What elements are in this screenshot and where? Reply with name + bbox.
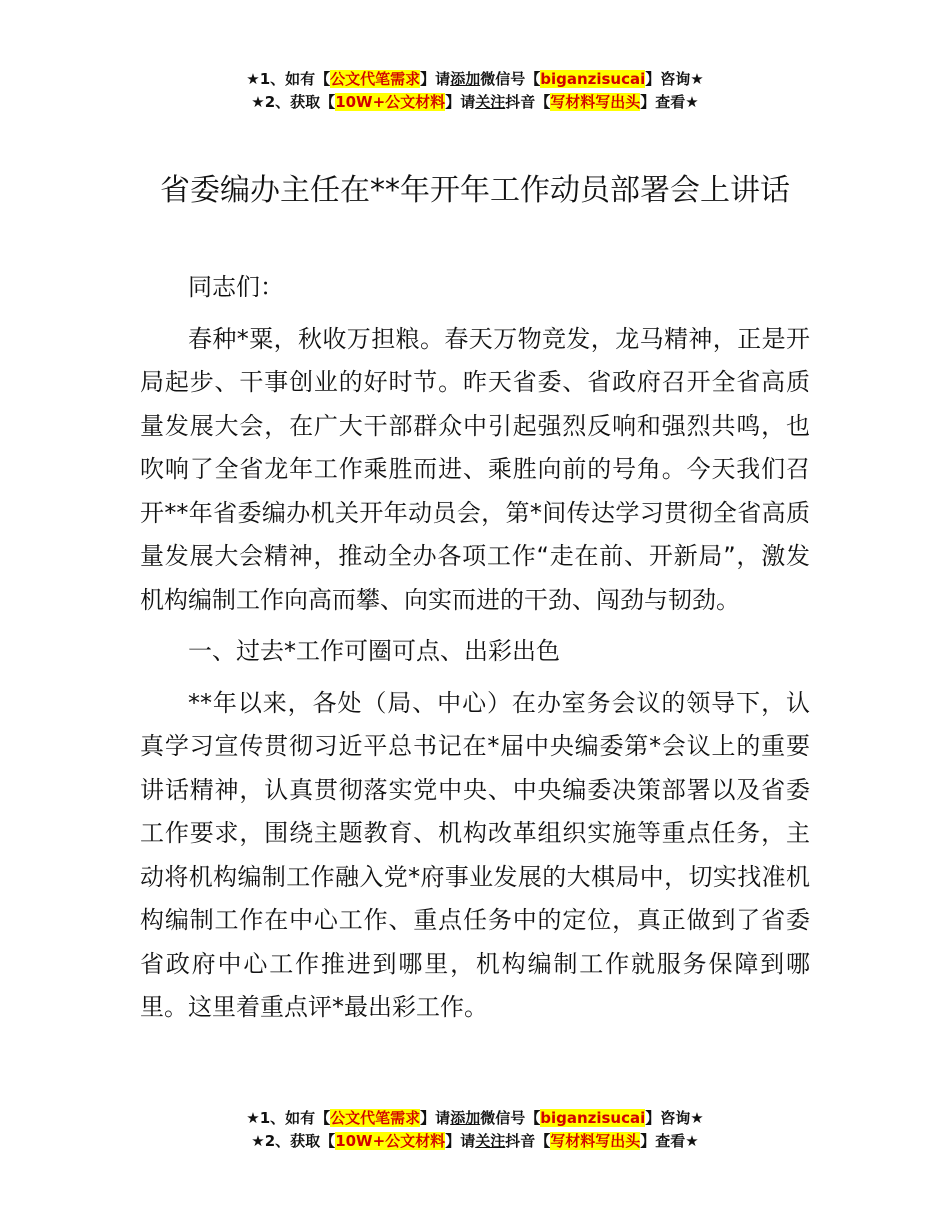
banner-line-2: [0, 91, 950, 114]
highlight-text: 公文代笔需求: [330, 1109, 421, 1127]
banner-text: 抖音【: [505, 1132, 551, 1150]
banner-text: ★1、如有【: [246, 70, 331, 88]
highlight-text: biganzisucai: [540, 70, 646, 88]
body-paragraph: 春种*粟，秋收万担粮。春天万物竞发，龙马精神，正是开局起步、干事创业的好时节。昨天省委、省政府召开全省高质量发展大会，在广大干部群众中引起强烈反响和强烈共鸣，也吹响了全省龙年工作乘胜而进、乘胜向前的号角。今天我们召开**年省委编办机关开年动员会，第*间传达学习贯彻全省高质量发展大会精神，推动全办各项工作“走在前、开新局”，激发机构编制工作向高而攀、向实而进的干劲、闯劲与韧劲。: [140, 324, 810, 614]
banner-text: 】查看★: [640, 93, 699, 111]
footer-ad-banner: [0, 1107, 950, 1153]
underlined-text: 添加: [450, 1109, 481, 1127]
banner-text: 】查看★: [640, 1132, 699, 1150]
body-paragraph: **年以来，各处（局、中心）在办室务会议的领导下，认真学习宣传贯彻习近平总书记在*届中央编委第*会议上的重要讲话精神，认真贯彻落实党中央、中央编委决策部署以及省委工作要求，围绕主题教育、机构改革组织实施等重点任务，主动将机构编制工作融入党*府事业发展的大棋局中，切实找准机构编制工作在中心工作、重点任务中的定位，真正做到了省委省政府中心工作推进到哪里，机构编制工作就服务保障到哪里。这里着重点评*最出彩工作。: [140, 688, 810, 1021]
banner-text: 】咨询★: [645, 1109, 704, 1127]
document-body: [140, 266, 810, 1038]
banner-text: 】咨询★: [645, 70, 704, 88]
banner-line-1: [0, 68, 950, 91]
banner-text: 】请: [445, 1132, 476, 1150]
underlined-text: 添加: [450, 70, 481, 88]
banner-text: ★2、获取【: [251, 93, 336, 111]
highlight-text: 10W+公文材料: [335, 1132, 446, 1150]
document-title: 省委编办主任在**年开年工作动员部署会上讲话: [160, 173, 790, 208]
banner-text: 微信号【: [480, 70, 541, 88]
banner-text: 】请: [420, 1109, 451, 1127]
banner-line-2: [0, 1130, 950, 1153]
underlined-text: 关注: [475, 1132, 506, 1150]
banner-line-1: [0, 1107, 950, 1130]
banner-text: 】请: [420, 70, 451, 88]
banner-text: 抖音【: [505, 93, 551, 111]
section-heading: 一、过去*工作可圈可点、出彩出色: [188, 637, 560, 665]
salutation: 同志们：: [188, 273, 284, 301]
underlined-text: 关注: [475, 93, 506, 111]
highlight-text: 10W+公文材料: [335, 93, 446, 111]
highlight-text: biganzisucai: [540, 1109, 646, 1127]
highlight-text: 公文代笔需求: [330, 70, 421, 88]
highlight-text: 写材料写出头: [550, 93, 641, 111]
banner-text: ★1、如有【: [246, 1109, 331, 1127]
banner-text: 】请: [445, 93, 476, 111]
header-ad-banner: [0, 68, 950, 114]
banner-text: ★2、获取【: [251, 1132, 336, 1150]
highlight-text: 写材料写出头: [550, 1132, 641, 1150]
banner-text: 微信号【: [480, 1109, 541, 1127]
